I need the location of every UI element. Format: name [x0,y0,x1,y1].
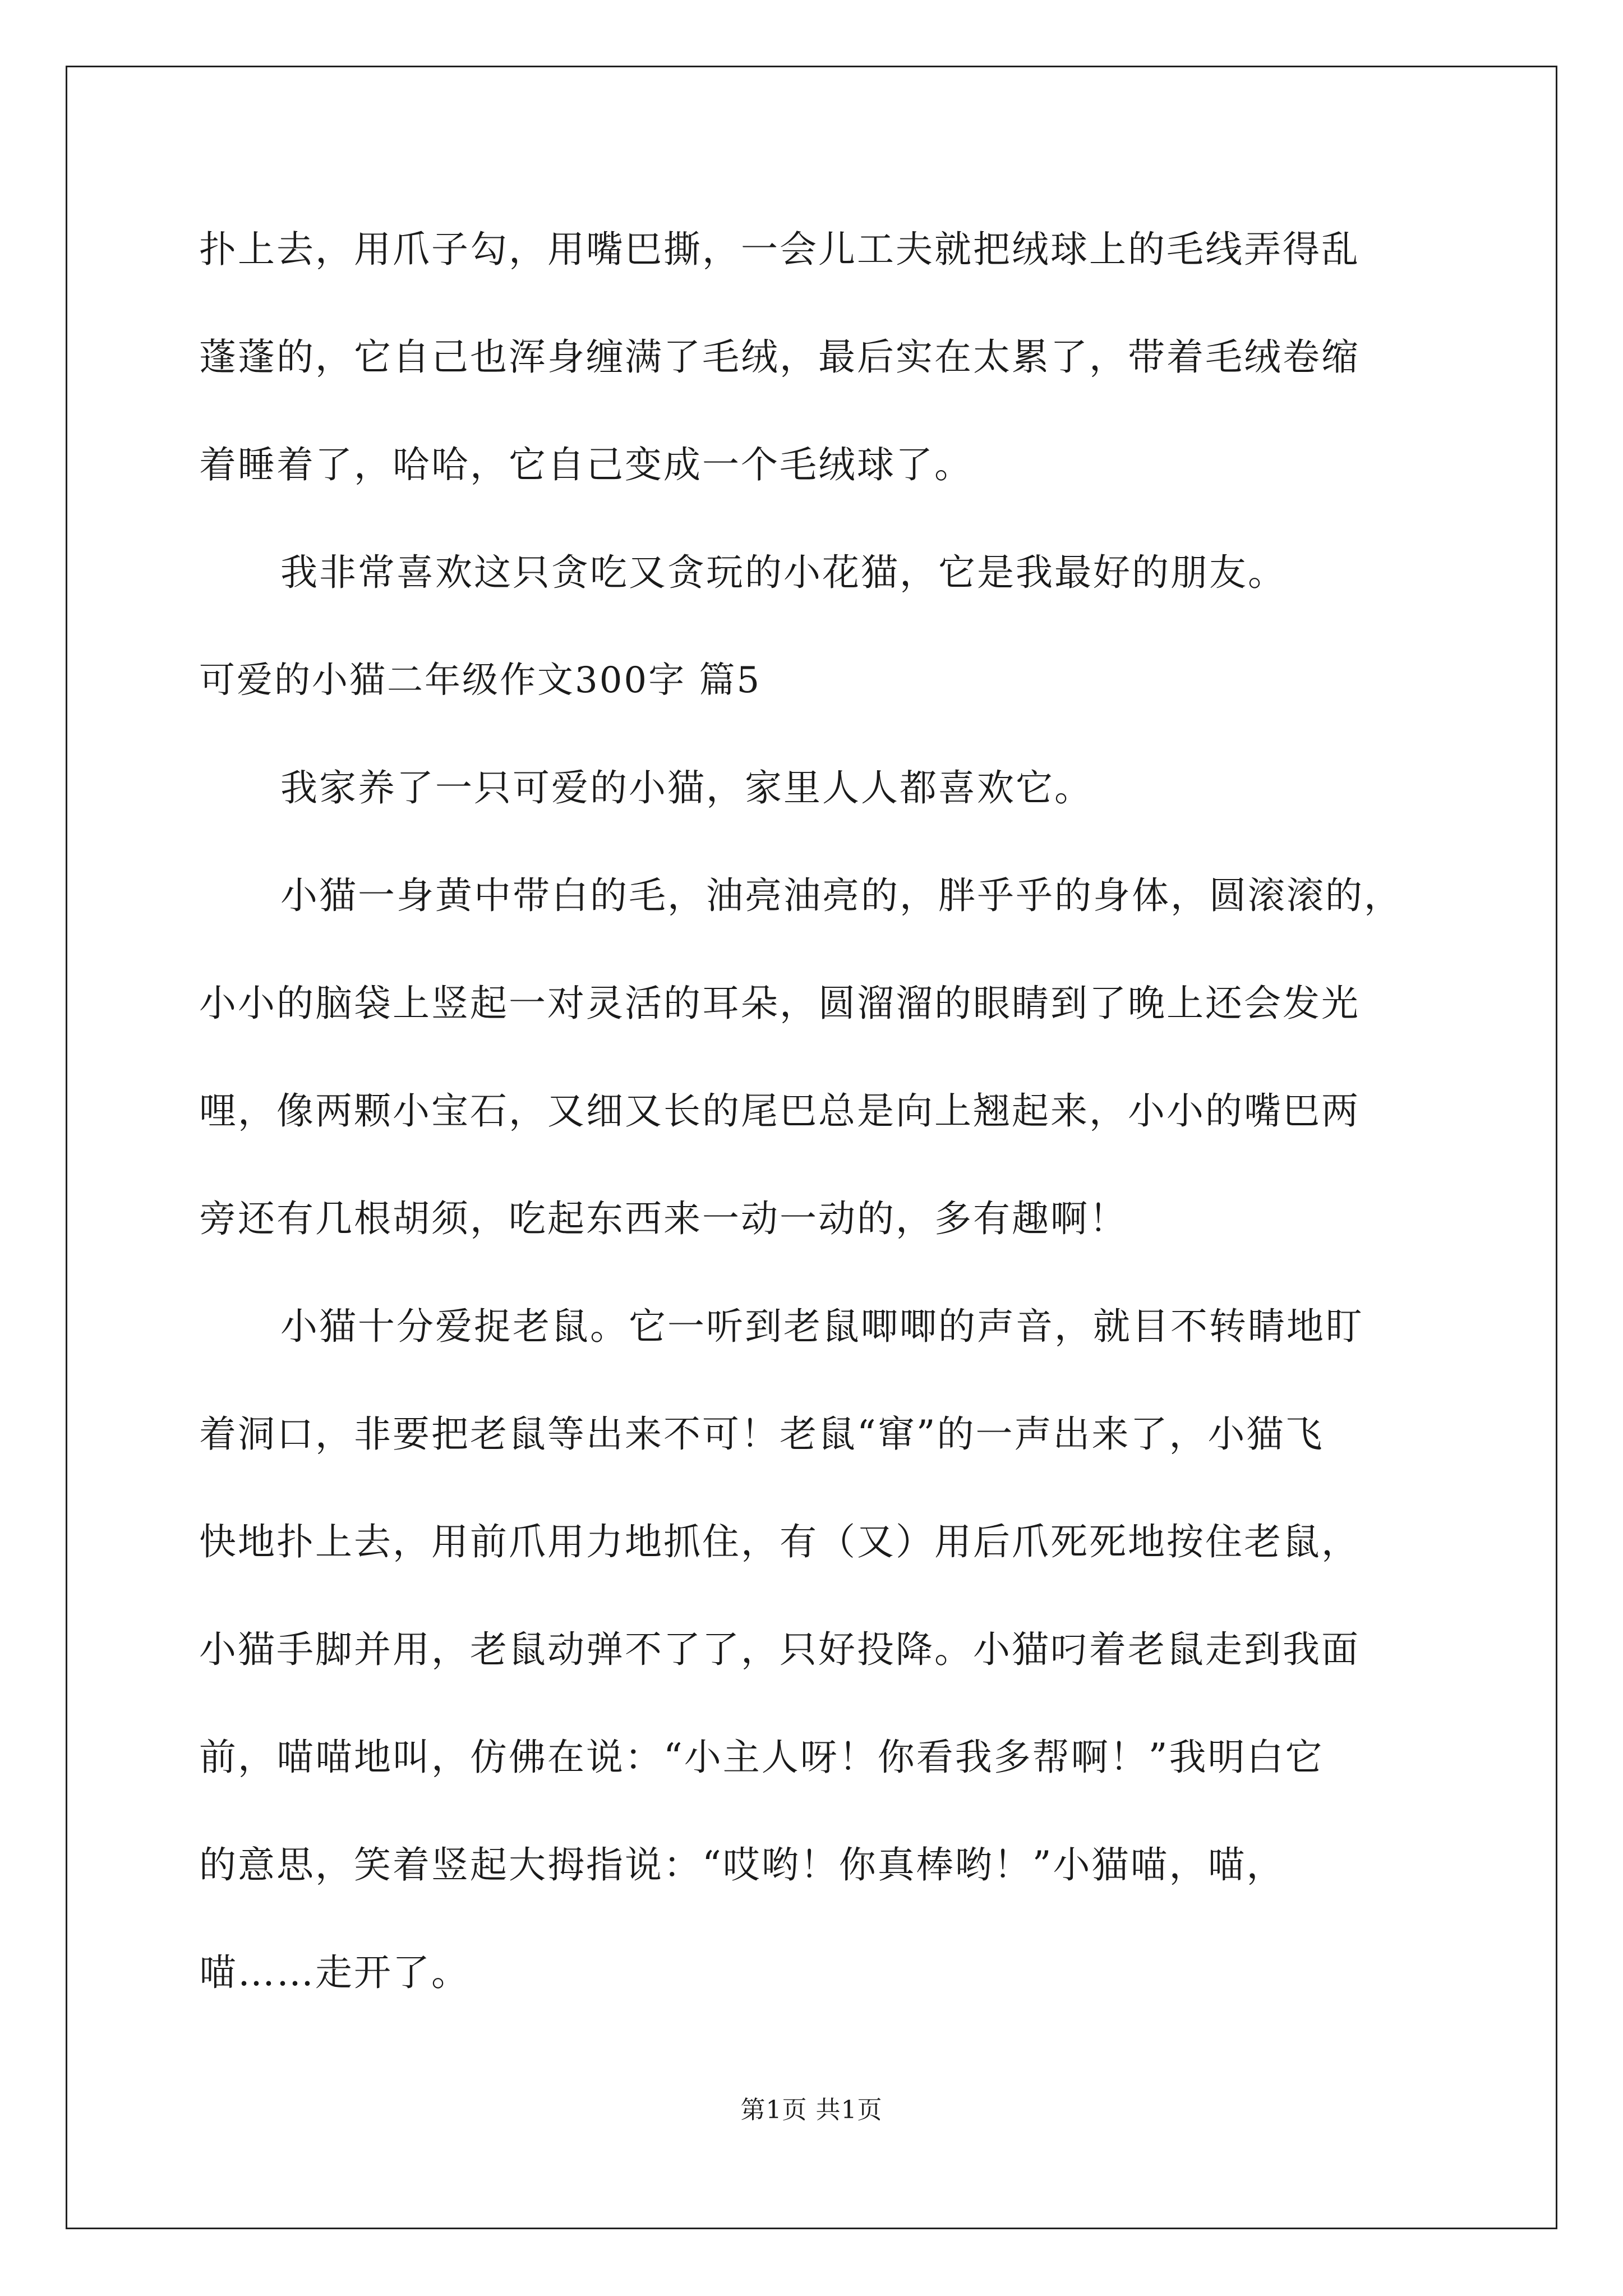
text-line: 小小的脑袋上竖起一对灵活的耳朵，圆溜溜的眼睛到了晚上还会发光 [199,982,1360,1025]
text-line: 扑上去，用爪子勾，用嘴巴撕，一会儿工夫就把绒球上的毛线弄得乱 [199,228,1360,271]
document-body [199,213,1472,2044]
page-number-footer: 第1页 共1页 [740,2096,883,2124]
text-line: 快地扑上去，用前爪用力地抓住，有（又）用后爪死死地按住老鼠， [199,1520,1360,1563]
paragraph-start-line: 小猫十分爱捉老鼠。它一听到老鼠唧唧的声音，就目不转睛地盯 [280,1305,1364,1348]
paragraph-start-line: 我家养了一只可爱的小猫，家里人人都喜欢它。 [280,766,1093,809]
text-line: 喵……走开了。 [199,1951,470,1994]
paragraph-start-line: 小猫一身黄中带白的毛，油亮油亮的，胖乎乎的身体，圆滚滚的， [280,874,1403,917]
text-line: 小猫手脚并用，老鼠动弹不了了，只好投降。小猫叼着老鼠走到我面 [199,1628,1360,1671]
text-line: 蓬蓬的，它自己也浑身缠满了毛绒，最后实在太累了，带着毛绒卷缩 [199,335,1360,379]
text-line: 的意思，笑着竖起大拇指说：“哎哟！你真棒哟！”小猫喵，喵， [199,1843,1285,1887]
text-line: 旁还有几根胡须，吃起东西来一动一动的，多有趣啊！ [199,1197,1128,1240]
text-line: 着睡着了，哈哈，它自己变成一个毛绒球了。 [199,443,973,486]
section-heading: 可爱的小猫二年级作文300字 篇5 [199,660,762,701]
paragraph-start-line: 我非常喜欢这只贪吃又贪玩的小花猫，它是我最好的朋友。 [280,551,1287,594]
text-line: 哩，像两颗小宝石，又细又长的尾巴总是向上翘起来，小小的嘴巴两 [199,1089,1360,1133]
text-line: 着洞口，非要把老鼠等出来不可！老鼠“窜”的一声出来了，小猫飞 [199,1412,1324,1456]
text-line: 前，喵喵地叫，仿佛在说：“小主人呀！你看我多帮啊！”我明白它 [199,1736,1324,1779]
